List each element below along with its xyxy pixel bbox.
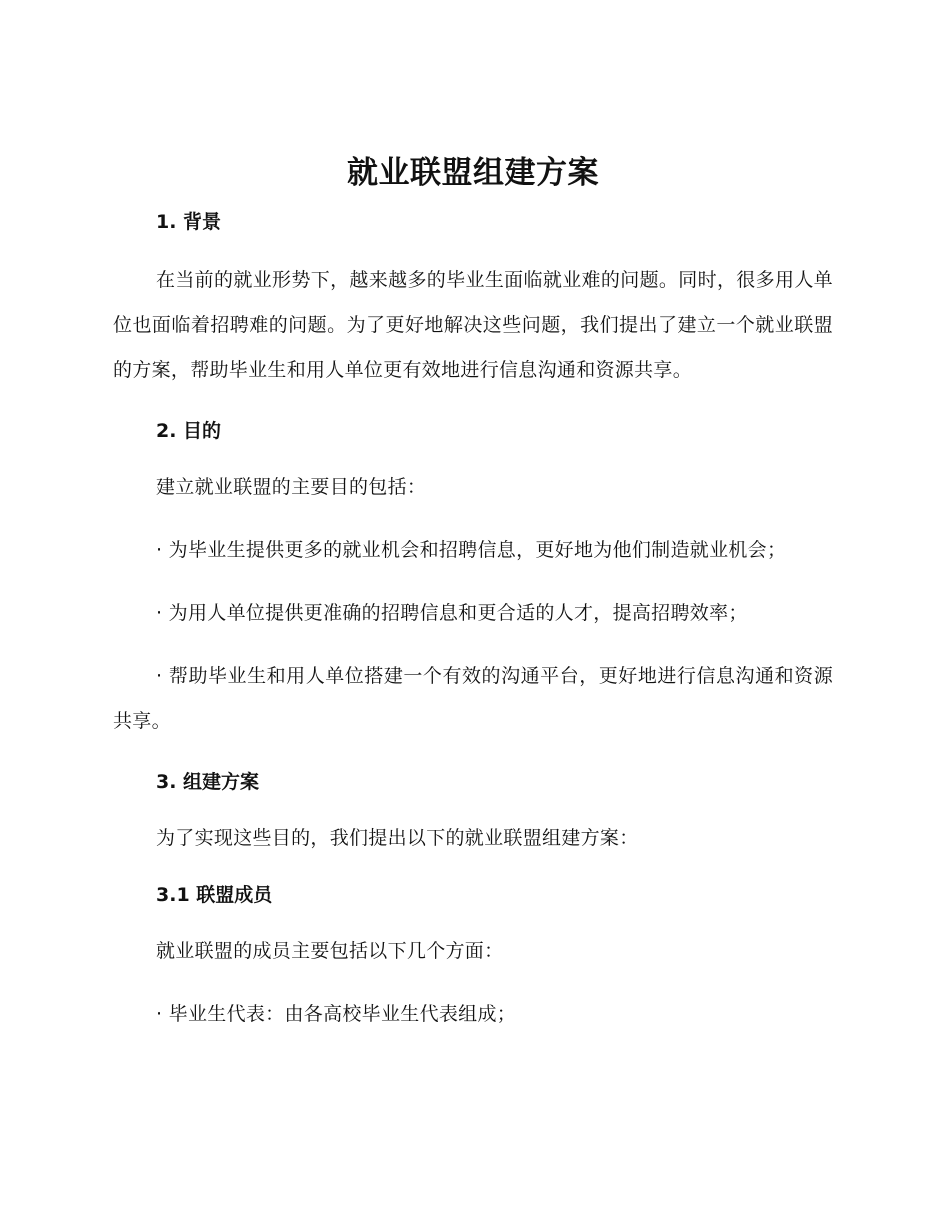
document-title: 就业联盟组建方案	[347, 155, 599, 191]
subsection-heading-members: 3.1 联盟成员	[156, 884, 273, 906]
members-intro: 就业联盟的成员主要包括以下几个方面：	[156, 940, 504, 962]
section-heading-background: 1. 背景	[156, 211, 222, 233]
purpose-item: · 帮助毕业生和用人单位搭建一个有效的沟通平台，更好地进行信息沟通和资源共享。	[113, 665, 833, 732]
purpose-item: · 为毕业生提供更多的就业机会和招聘信息，更好地为他们制造就业机会；	[156, 539, 787, 561]
section-heading-purpose: 2. 目的	[156, 420, 222, 442]
document-content	[113, 150, 833, 1037]
purpose-item: · 为用人单位提供更准确的招聘信息和更合适的人才，提高招聘效率；	[156, 602, 748, 624]
members-item: · 毕业生代表：由各高校毕业生代表组成；	[156, 1003, 517, 1025]
background-paragraph: 在当前的就业形势下，越来越多的毕业生面临就业难的问题。同时，很多用人单位也面临着招聘难的问题。为了更好地解决这些问题，我们提出了建立一个就业联盟的方案，帮助毕业生和用人单位更有效地进行信息沟通和资源共享。	[113, 269, 833, 381]
section-heading-plan: 3. 组建方案	[156, 771, 260, 793]
purpose-intro: 建立就业联盟的主要目的包括：	[156, 476, 427, 498]
plan-intro: 为了实现这些目的，我们提出以下的就业联盟组建方案：	[156, 827, 639, 849]
